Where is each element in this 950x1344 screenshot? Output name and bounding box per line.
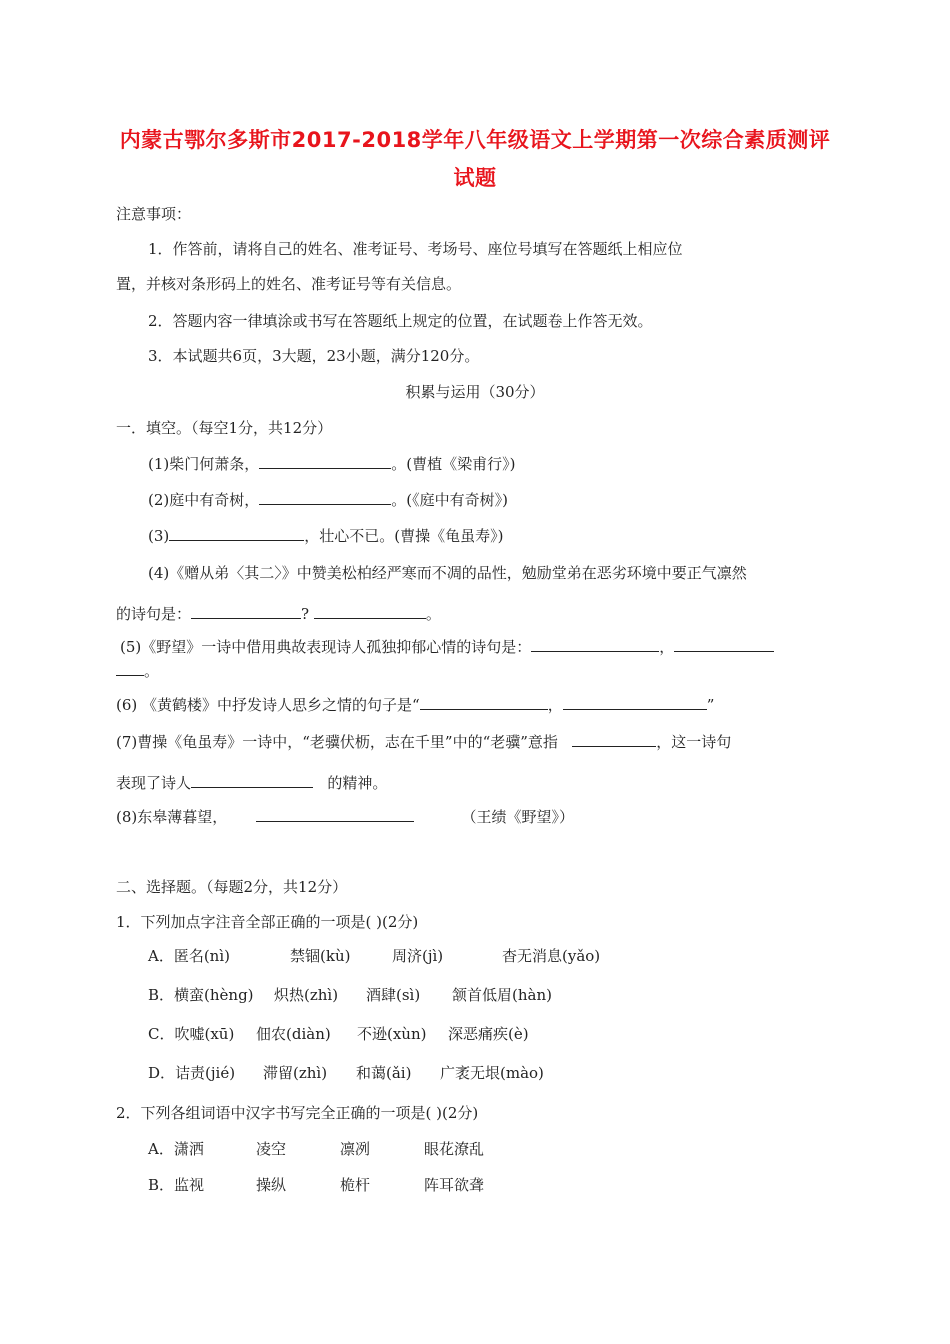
fill-question-6: (6) 《黄鹤楼》中抒发诗人思乡之情的句子是“ ， ” — [116, 696, 715, 714]
exam-title-line2: 试题 — [453, 166, 497, 190]
answer-blank[interactable] — [420, 695, 548, 710]
notice-heading: 注意事项： — [116, 205, 192, 223]
fill-question-1: (1)柴门何萧条， 。(曹植《梁甫行》) — [148, 455, 516, 473]
answer-blank[interactable] — [259, 454, 391, 469]
part1-heading: 一．填空。（每空1分，共12分） — [116, 419, 333, 437]
fill-question-3: (3) ，壮心不已。(曹操《龟虽寿》) — [148, 527, 504, 545]
answer-blank[interactable] — [191, 604, 301, 619]
notice-item-1b: 置，并核对条形码上的姓名、准考证号等有关信息。 — [116, 275, 462, 293]
part2-heading: 二、选择题。（每题2分，共12分） — [116, 878, 348, 896]
answer-blank[interactable] — [563, 695, 707, 710]
choice-option-a[interactable]: A．匿名(nì) 禁锢(kù) 周济(jì) 杳无消息(yǎo) — [148, 947, 601, 965]
answer-blank[interactable] — [259, 490, 391, 505]
answer-blank[interactable] — [116, 661, 144, 676]
exam-title-line1: 内蒙古鄂尔多斯市2017-2018学年八年级语文上学期第一次综合素质测评 — [119, 128, 831, 152]
answer-blank[interactable] — [674, 637, 774, 652]
notice-item-3: 3．本试题共6页，3大题，23小题，满分120分。 — [148, 347, 480, 365]
fill-question-2: (2)庭中有奇树， 。(《庭中有奇树》) — [148, 491, 508, 509]
answer-blank[interactable] — [191, 773, 313, 788]
section-title: 积累与运用（30分） — [405, 383, 545, 401]
answer-blank[interactable] — [531, 637, 659, 652]
choice-option-b[interactable]: B．监视 操纵 桅杆 阵耳欲聋 — [148, 1176, 485, 1194]
notice-item-2: 2．答题内容一律填涂或书写在答题纸上规定的位置，在试题卷上作答无效。 — [148, 312, 653, 330]
fill-question-7b: 表现了诗人 的精神。 — [116, 774, 388, 792]
fill-question-7a: (7)曹操《龟虽寿》一诗中，“老骥伏枥，志在千里”中的“老骥”意指 ，这一诗句 — [116, 733, 732, 751]
answer-blank[interactable] — [572, 732, 656, 747]
choice-option-b[interactable]: B．横蛮(hèng) 炽热(zhì) 酒肆(sì) 颔首低眉(hàn) — [148, 986, 552, 1004]
answer-blank[interactable] — [314, 604, 426, 619]
choice-question-2: 2．下列各组词语中汉字书写完全正确的一项是( )(2分) — [116, 1104, 479, 1122]
fill-question-5: (5)《野望》一诗中借用典故表现诗人孤独抑郁心情的诗句是： ， — [120, 636, 774, 657]
fill-question-4a: (4)《赠从弟〈其二〉》中赞美松柏经严寒而不凋的品性，勉励堂弟在恶劣环境中要正气凛然 — [148, 564, 747, 582]
answer-blank[interactable] — [256, 807, 414, 822]
fill-question-5-cont: 。 — [116, 660, 159, 681]
notice-item-1a: 1．作答前，请将自己的姓名、准考证号、考场号、座位号填写在答题纸上相应位 — [148, 240, 683, 258]
choice-option-c[interactable]: C．吹嘘(xū) 佃农(diàn) 不逊(xùn) 深恶痛疾(è) — [148, 1025, 529, 1043]
answer-blank[interactable] — [169, 526, 304, 541]
fill-question-4b: 的诗句是： ? 。 — [116, 605, 441, 623]
fill-question-8: (8)东皋薄暮望， （王绩《野望》） — [116, 808, 575, 826]
choice-option-d[interactable]: D．诘责(jié) 滞留(zhì) 和蔼(ǎi) 广袤无垠(mào) — [148, 1064, 544, 1082]
choice-option-a[interactable]: A．潇洒 凌空 凛冽 眼花潦乱 — [148, 1140, 485, 1158]
choice-question-1: 1．下列加点字注音全部正确的一项是( )(2分) — [116, 913, 419, 931]
